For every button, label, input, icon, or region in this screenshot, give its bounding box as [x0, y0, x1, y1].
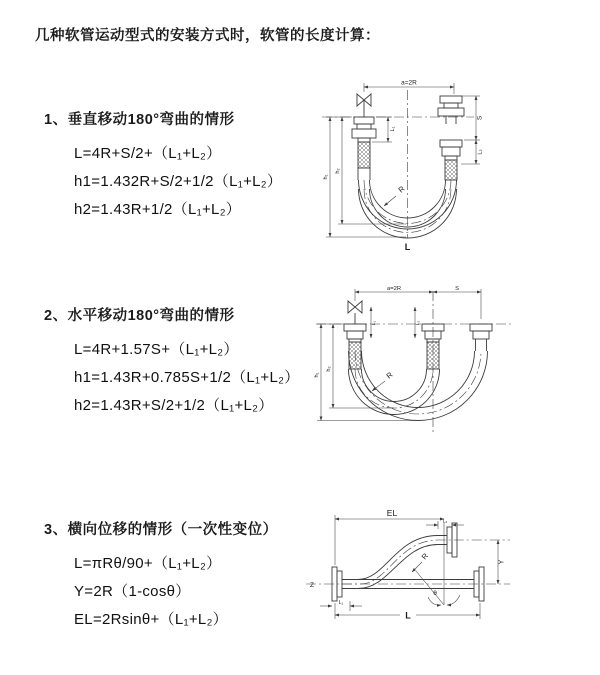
dim-label-h1: h₁ — [323, 174, 329, 180]
dim-label-h2: h₂ — [326, 366, 332, 372]
section-3-formulas — [74, 548, 314, 632]
formula-h2: h2=1.43R+1/2（L₁+L₂） — [74, 200, 242, 218]
dimension-h1-h2 — [326, 117, 406, 237]
dim-label-l1: L₁ — [372, 320, 377, 326]
dim-label-el: EL — [386, 508, 398, 518]
right-hose-fitting-lower — [440, 140, 462, 180]
left-hose-fitting — [352, 117, 376, 180]
dim-label-l2: L₂ — [416, 320, 421, 326]
formula-length: L=πRθ/90+（L₁+L₂） — [74, 554, 222, 572]
dim-label-a2r: a=2R — [386, 285, 402, 292]
formula-h1: h1=1.43R+0.785S+1/2（L₁+L₂） — [74, 368, 300, 386]
radius-label: R — [419, 551, 431, 562]
valve-icon — [348, 289, 362, 324]
valve-icon — [357, 94, 371, 117]
formula-h1: h1=1.432R+S/2+1/2（L₁+L₂） — [74, 172, 283, 190]
radius-leader — [412, 562, 422, 572]
hose-u-bend-position2 — [349, 351, 488, 421]
section-horizontal-movement — [44, 304, 314, 418]
dim-label-l2: L₂ — [477, 149, 484, 155]
length-label: L — [404, 242, 411, 252]
dim-label-s: S — [476, 115, 484, 121]
axis-mark-z: Z — [310, 582, 314, 589]
dim-label-a2r: a=2R — [401, 79, 417, 87]
braided-hose-section — [427, 342, 439, 369]
section-2-heading: 2、水平移动180°弯曲的情形 — [44, 308, 235, 324]
section-vertical-movement — [44, 108, 314, 222]
angle-theta-construction — [416, 571, 460, 605]
middle-hose-fitting — [422, 324, 444, 369]
formula-length: L=4R+S/2+（L₁+L₂） — [74, 144, 222, 162]
small-fitting-dims — [371, 307, 415, 338]
angle-label-theta: θ — [433, 590, 437, 597]
radius-leader — [384, 196, 396, 206]
dim-label-l: L — [405, 610, 411, 621]
braided-hose-section — [445, 160, 457, 180]
formula-h2: h2=1.43R+S/2+1/2（L₁+L₂） — [74, 396, 274, 414]
right-hose-fitting-upper — [438, 96, 464, 124]
dim-label-h1: h₁ — [314, 372, 320, 378]
section-1-formulas — [74, 138, 314, 222]
section-3-heading: 3、横向位移的情形（一次性变位） — [44, 522, 278, 538]
dim-label-h2: h₂ — [335, 168, 341, 174]
right-hose-fitting — [470, 324, 492, 351]
dim-label-l1: L₁ — [390, 126, 396, 132]
formula-length: L=4R+1.57S+（L₁+L₂） — [74, 340, 239, 358]
page-title: 几种软管运动型式的安装方式时，软管的长度计算： — [35, 28, 380, 44]
formula-el: EL=2Rsinθ+（L₁+L₂） — [74, 610, 228, 628]
radius-label: R — [396, 184, 407, 195]
diagram-lateral-displacement — [298, 503, 592, 643]
diagram-vertical-180-bend — [308, 74, 580, 256]
hose-s-curve-position — [358, 536, 447, 589]
section-2-formulas — [74, 334, 314, 418]
dimension-a2r-s — [355, 289, 481, 319]
dim-label-y: Y — [498, 559, 506, 565]
radius-label: R — [384, 370, 395, 381]
dim-label-l2: L₂ — [442, 518, 448, 525]
diagram-horizontal-180-bend — [308, 283, 580, 448]
formula-y: Y=2R（1-cosθ） — [74, 582, 191, 600]
dim-label-s: S — [455, 285, 459, 292]
section-1-heading: 1、垂直移动180°弯曲的情形 — [44, 112, 235, 128]
braided-hose-section — [358, 142, 370, 168]
section-lateral-displacement — [44, 518, 314, 632]
dim-label-l1: L₁ — [338, 600, 344, 606]
